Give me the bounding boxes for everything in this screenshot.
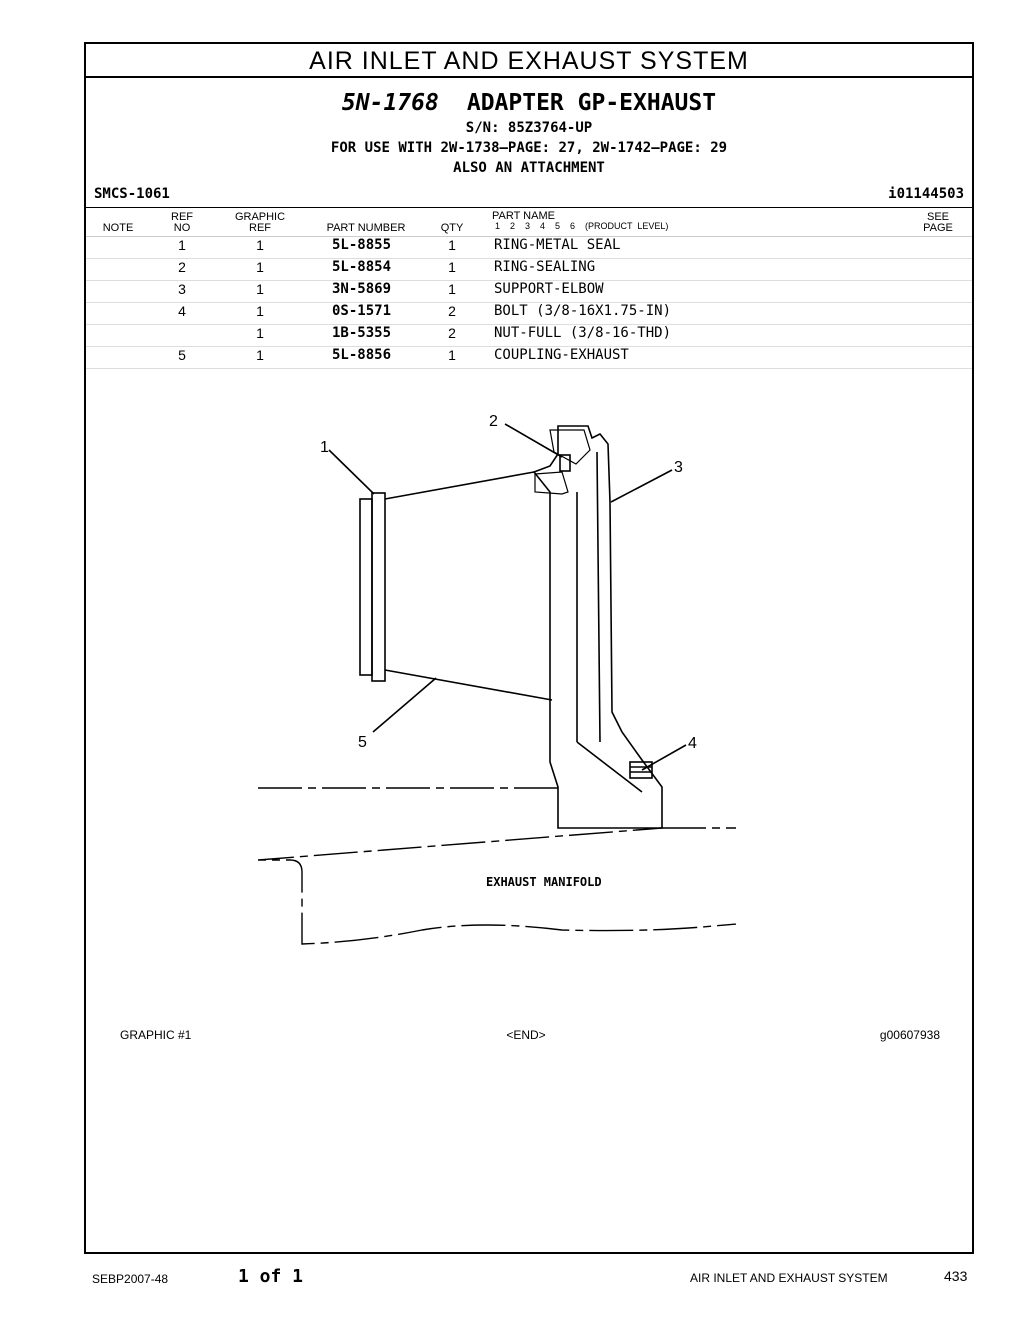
col-graphic-top: GRAPHIC <box>234 211 286 223</box>
system-title: AIR INLET AND EXHAUST SYSTEM <box>86 44 972 78</box>
callout-3: 3 <box>674 459 683 476</box>
qty-cell: 1 <box>448 237 456 253</box>
part-number-cell: 5L-8855 <box>332 237 392 253</box>
qty-cell: 1 <box>448 259 456 275</box>
header-rule <box>86 207 972 208</box>
col-note: NOTE <box>102 222 134 234</box>
part-number-cell: 1B-5355 <box>332 325 392 341</box>
qty-cell: 2 <box>448 325 456 341</box>
callout-2: 2 <box>489 413 498 430</box>
table-row <box>86 280 972 303</box>
serial-range: S/N: 85Z3764-UP <box>465 120 593 136</box>
smcs-code: SMCS-1061 <box>94 186 170 202</box>
seal-ring-shape <box>360 499 372 675</box>
col-graphic-bottom: REF <box>249 222 271 234</box>
col-part-name: PART NAME <box>492 210 555 222</box>
footer-section: AIR INLET AND EXHAUST SYSTEM <box>690 1271 888 1285</box>
col-ref-bottom: NO <box>173 222 191 234</box>
callout-1: 1 <box>320 439 329 456</box>
ref-cell: 5 <box>178 347 186 363</box>
col-ref-top: REF <box>171 211 193 223</box>
part-name-cell: BOLT (3/8-16X1.75-IN) <box>494 303 672 319</box>
col-part-number: PART NUMBER <box>326 222 406 234</box>
graphic-cell: 1 <box>256 237 264 253</box>
callout-4: 4 <box>688 735 697 752</box>
ref-cell: 3 <box>178 281 186 297</box>
graphic-cell: 1 <box>256 303 264 319</box>
graphic-cell: 1 <box>256 347 264 363</box>
col-see-bottom: PAGE <box>923 222 953 234</box>
page-number: 433 <box>944 1268 968 1284</box>
col-product-levels: 1 2 3 4 5 6 (PRODUCT LEVEL) <box>495 221 669 231</box>
part-number-cell: 5L-8854 <box>332 259 392 275</box>
illustration-id: i01144503 <box>888 186 964 202</box>
table-row <box>86 324 972 347</box>
exploded-view-drawing <box>176 400 736 960</box>
part-name-cell: NUT-FULL (3/8-16-THD) <box>494 325 672 341</box>
group-part-name: ADAPTER GP-EXHAUST <box>466 90 717 116</box>
table-row <box>86 346 972 369</box>
graphic-cell: 1 <box>256 281 264 297</box>
manifold-label: EXHAUST MANIFOLD <box>486 875 602 889</box>
col-qty: QTY <box>440 222 464 234</box>
callout-5: 5 <box>358 734 367 751</box>
graphic-label: GRAPHIC #1 <box>120 1028 192 1042</box>
graphic-id: g00607938 <box>879 1028 940 1042</box>
graphic-cell: 1 <box>256 259 264 275</box>
use-with-note: FOR USE WITH 2W-1738—PAGE: 27, 2W-1742—PAGE: 29 <box>330 140 728 156</box>
table-row <box>86 236 972 259</box>
part-name-cell: SUPPORT-ELBOW <box>494 281 604 297</box>
table-row <box>86 302 972 325</box>
qty-cell: 1 <box>448 281 456 297</box>
qty-cell: 1 <box>448 347 456 363</box>
graphic-cell: 1 <box>256 325 264 341</box>
col-see-top: SEE <box>926 211 949 223</box>
part-number-cell: 5L-8856 <box>332 347 392 363</box>
table-row <box>86 258 972 281</box>
ref-cell: 2 <box>178 259 186 275</box>
coupling-flange-shape <box>372 493 385 681</box>
end-marker: <END> <box>506 1028 546 1042</box>
group-part-number: 5N-1768 <box>341 90 439 116</box>
part-header <box>86 88 972 178</box>
part-name-cell: RING-SEALING <box>494 259 596 275</box>
part-number-cell: 3N-5869 <box>332 281 392 297</box>
part-number-cell: 0S-1571 <box>332 303 392 319</box>
page-frame <box>84 42 974 1254</box>
qty-cell: 2 <box>448 303 456 319</box>
part-name-cell: RING-METAL SEAL <box>494 237 621 253</box>
ref-cell: 4 <box>178 303 186 319</box>
part-name-cell: COUPLING-EXHAUST <box>494 347 629 363</box>
page-count: 1 of 1 <box>238 1266 304 1287</box>
ref-cell: 1 <box>178 237 186 253</box>
attachment-note: ALSO AN ATTACHMENT <box>453 160 605 176</box>
doc-number: SEBP2007-48 <box>92 1272 169 1286</box>
